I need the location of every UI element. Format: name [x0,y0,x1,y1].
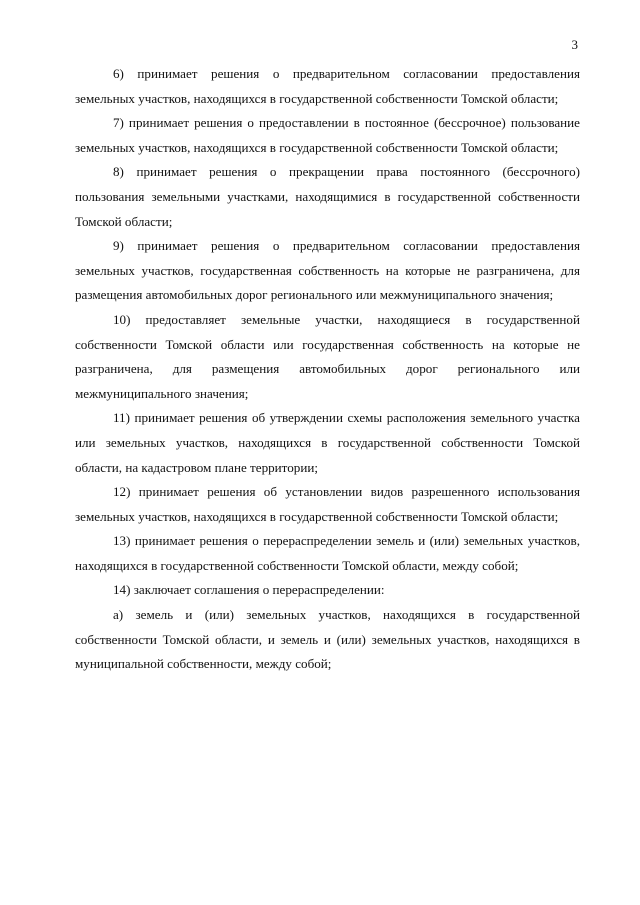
paragraph-subitem-a: а) земель и (или) земельных участков, находящихся в государственной собственности Томской области, и земель и (или) земельных участков, находящихся в муниципальной собственности, между собой; [75,607,580,672]
paragraph-item-11: 11) принимает решения об утверждении схемы расположения земельного участка или земельных участков, находящихся в государственной собственности Томской области, на кадастровом плане территории; [75,410,580,475]
page-number: 3 [571,37,578,52]
paragraph-item-7: 7) принимает решения о предоставлении в постоянное (бессрочное) пользование земельных участков, находящихся в государственной собственности Томской области; [75,115,580,155]
paragraph-item-13: 13) принимает решения о перераспределении земель и (или) земельных участков, находящихся в государственной собственности Томской области, между собой; [75,533,580,573]
paragraph-item-9: 9) принимает решения о предварительном согласовании предоставления земельных участков, государственная собственность на которые не разграничена, для размещения автомобильных дорог регионального или межмуниципального значения; [75,238,580,303]
paragraph-item-6: 6) принимает решения о предварительном согласовании предоставления земельных участков, находящихся в государственной собственности Томской области; [75,66,580,106]
paragraph-item-12: 12) принимает решения об установлении видов разрешенного использования земельных участков, находящихся в государственной собственности Томской области; [75,484,580,524]
document-body [75,62,580,677]
paragraph-item-14: 14) заключает соглашения о перераспределении: [113,582,385,598]
paragraph-item-8: 8) принимает решения о прекращении права постоянного (бессрочного) пользования земельными участками, находящимися в государственной собственности Томской области; [75,164,580,229]
paragraph-item-10: 10) предоставляет земельные участки, находящиеся в государственной собственности Томской области или государственная собственность на которые не разграничена, для размещения автомобильных дорог регионального или межмуниципального значения; [75,311,580,401]
